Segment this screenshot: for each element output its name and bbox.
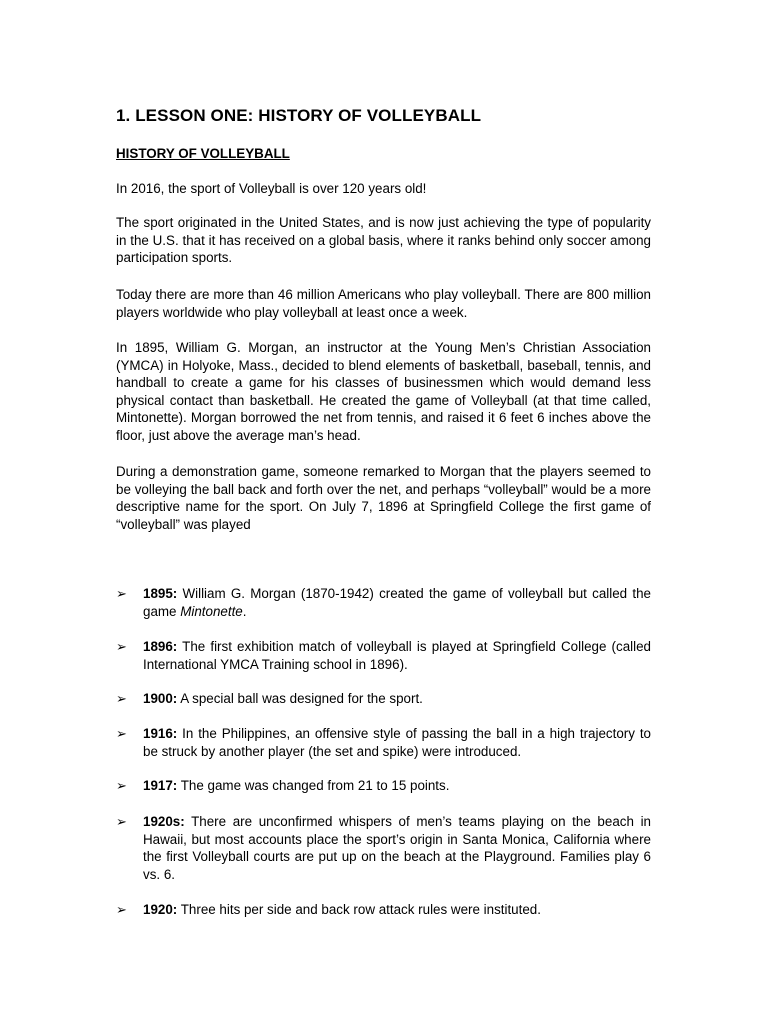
arrow-bullet-icon: ➢	[116, 586, 127, 601]
section-heading: HISTORY OF VOLLEYBALL	[116, 146, 290, 161]
paragraph-demonstration: During a demonstration game, someone remarked to Morgan that the players seemed to be volleying the ball back and forth over the net, and perhaps “volleyball” would be a more descriptive name for the sport. On July 7, 1896 at Springfield College the first game of “volleyball” was played	[116, 464, 651, 532]
arrow-bullet-icon: ➢	[116, 691, 127, 706]
timeline-description: The first exhibition match of volleyball is played at Springfield College (called International YMCA Training school in 1896).	[143, 639, 651, 672]
timeline-description: In the Philippines, an offensive style of passing the ball in a high trajectory to be struck by another player (the set and spike) were introduced.	[143, 726, 651, 759]
timeline-description: The game was changed from 21 to 15 points.	[177, 778, 450, 793]
arrow-bullet-icon: ➢	[116, 639, 127, 654]
arrow-bullet-icon: ➢	[116, 726, 127, 741]
timeline-text	[143, 585, 651, 620]
timeline-year: 1920:	[143, 902, 178, 917]
timeline-year: 1917:	[143, 778, 178, 793]
timeline-year: 1900:	[143, 691, 178, 706]
arrow-bullet-icon: ➢	[116, 814, 127, 829]
timeline-description: William G. Morgan (1870-1942) created the game of volleyball but called the game	[143, 586, 651, 619]
timeline-text	[143, 638, 651, 673]
paragraph-players: Today there are more than 46 million Americans who play volleyball. There are 800 million players worldwide who play volleyball at least once a week.	[116, 287, 651, 320]
timeline-description: A special ball was designed for the sport.	[177, 691, 423, 706]
timeline-text	[143, 901, 651, 919]
timeline-year: 1895:	[143, 586, 178, 601]
timeline-text	[143, 690, 651, 708]
arrow-bullet-icon: ➢	[116, 778, 127, 793]
timeline-year: 1916:	[143, 726, 178, 741]
arrow-bullet-icon: ➢	[116, 902, 127, 917]
paragraph-intro: In 2016, the sport of Volleyball is over 120 years old!	[116, 181, 427, 196]
timeline-suffix: .	[242, 603, 247, 619]
timeline-year: 1896:	[143, 639, 178, 654]
paragraph-origin: The sport originated in the United States, and is now just achieving the type of popularity in the U.S. that it has received on a global basis, where it ranks behind only soccer among participation sports.	[116, 215, 651, 266]
timeline-text	[143, 813, 651, 883]
timeline-description: Three hits per side and back row attack rules were instituted.	[177, 902, 541, 917]
timeline-description: There are unconfirmed whispers of men’s teams playing on the beach in Hawaii, but most accounts place the sport’s origin in Santa Monica, California where the first Volleyball courts are put up on the beach at the Playground. Families play 6 vs. 6.	[143, 814, 651, 882]
timeline-year: 1920s:	[143, 814, 185, 829]
timeline-text	[143, 777, 651, 795]
page-title: 1. LESSON ONE: HISTORY OF VOLLEYBALL	[116, 106, 482, 125]
paragraph-morgan: In 1895, William G. Morgan, an instructor at the Young Men’s Christian Association (YMCA) in Holyoke, Mass., decided to blend elements of basketball, baseball, tennis, and handball to create a game for his classes of businessmen which would demand less physical contact than basketball. He created the game of Volleyball (at that time called, Mintonette). Morgan borrowed the net from tennis, and raised it 6 feet 6 inches above the floor, just above the average man’s head.	[116, 340, 651, 443]
timeline-text	[143, 725, 651, 760]
timeline-emphasis: Mintonette	[180, 603, 243, 619]
